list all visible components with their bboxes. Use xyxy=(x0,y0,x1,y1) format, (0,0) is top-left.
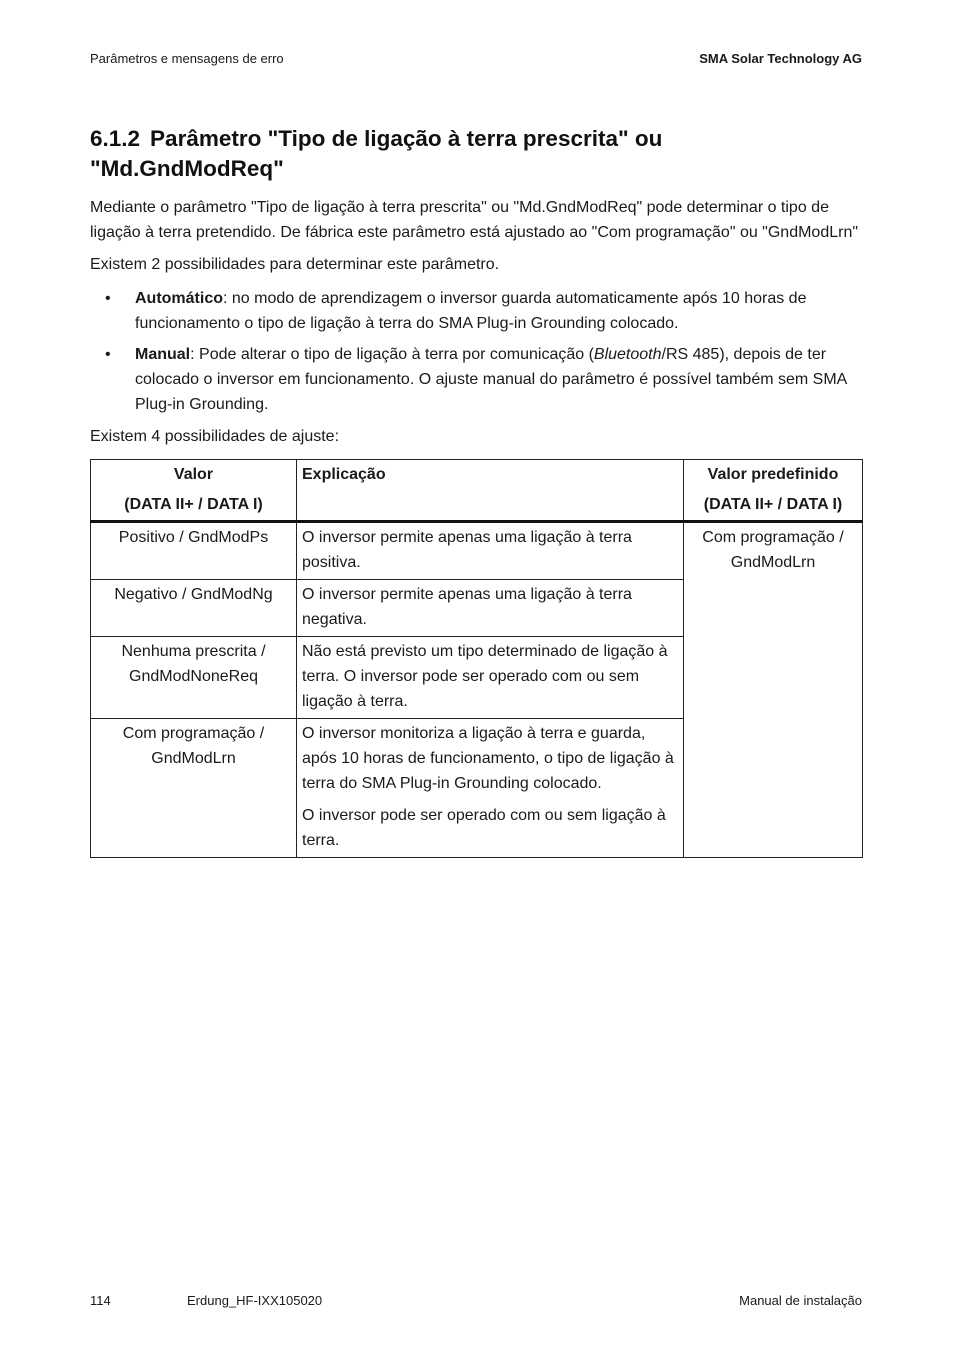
options-list xyxy=(90,286,862,417)
header-value xyxy=(91,460,297,522)
option-name: Manual xyxy=(135,345,191,363)
table-row xyxy=(91,522,863,580)
header-section-name: Parâmetros e mensagens de erro xyxy=(90,51,284,66)
possibilities-paragraph: Existem 2 possibilidades para determinar este parâmetro. xyxy=(90,256,500,273)
cell-value: Negativo / GndModNg xyxy=(91,580,297,637)
bullet-icon: • xyxy=(105,345,111,363)
settings-table xyxy=(90,459,863,858)
section-title-line2: "Md.GndModReq" xyxy=(90,156,284,181)
option-description-end: /RS 485), depois de ter colocado o inversor em funcionamento. O ajuste manual do parâmetro é possível também sem SMA Plug-in Grounding. xyxy=(135,345,847,413)
table-header-row xyxy=(91,460,863,522)
cell-explanation xyxy=(297,719,684,858)
intro-paragraph: Mediante o parâmetro "Tipo de ligação à terra prescrita" ou "Md.GndModReq" pode determinar o tipo de ligação à terra pretendido. De fábrica este parâmetro está ajustado ao "Com programação" ou "GndModLrn" xyxy=(90,199,859,241)
cell-explanation: O inversor permite apenas uma ligação à terra positiva. xyxy=(297,522,684,580)
header-explanation: Explicação xyxy=(297,460,684,522)
bullet-icon: • xyxy=(105,289,111,307)
cell-value: Positivo / GndModPs xyxy=(91,522,297,580)
list-item xyxy=(90,286,862,336)
page-content xyxy=(90,124,862,858)
header-company: SMA Solar Technology AG xyxy=(699,51,862,66)
cell-explanation-para2: O inversor pode ser operado com ou sem ligação à terra. xyxy=(302,807,666,849)
cell-explanation: O inversor permite apenas uma ligação à terra negativa. xyxy=(297,580,684,637)
header-default-line1: Valor predefinido xyxy=(707,466,839,483)
document-code: Erdung_HF-IXX105020 xyxy=(187,1293,323,1308)
header-value-line2: (DATA II+ / DATA I) xyxy=(124,496,263,513)
option-description: : no modo de aprendizagem o inversor guarda automaticamente após 10 horas de funcionamento o tipo de ligação à terra do SMA Plug-in Grounding colocado. xyxy=(135,289,807,332)
section-number: 6.1.2 xyxy=(90,126,141,151)
cell-explanation-para1: O inversor monitoriza a ligação à terra e guarda, após 10 horas de funcionamento, o tipo de ligação à terra do SMA Plug-in Grounding colocado. xyxy=(302,725,674,792)
header-value-line1: Valor xyxy=(173,466,214,483)
option-name: Automático xyxy=(135,289,223,307)
manual-title: Manual de instalação xyxy=(739,1293,862,1308)
option-description-italic: Bluetooth xyxy=(593,345,662,363)
option-description: : Pode alterar o tipo de ligação à terra por comunicação ( xyxy=(190,345,594,363)
cell-value: Nenhuma prescrita / GndModNoneReq xyxy=(91,637,297,719)
section-heading xyxy=(90,124,862,184)
header-default xyxy=(684,460,863,522)
list-item xyxy=(90,342,862,417)
cell-explanation: Não está previsto um tipo determinado de ligação à terra. O inversor pode ser operado com ou sem ligação à terra. xyxy=(297,637,684,719)
header-default-line2: (DATA II+ / DATA I) xyxy=(703,496,843,513)
cell-value: Com programação / GndModLrn xyxy=(91,719,297,858)
section-title-line1: Parâmetro "Tipo de ligação à terra prescrita" ou xyxy=(150,126,663,151)
page-number: 114 xyxy=(90,1293,111,1308)
settings-paragraph: Existem 4 possibilidades de ajuste: xyxy=(90,427,340,445)
cell-default-value: Com programação / GndModLrn xyxy=(684,522,863,858)
